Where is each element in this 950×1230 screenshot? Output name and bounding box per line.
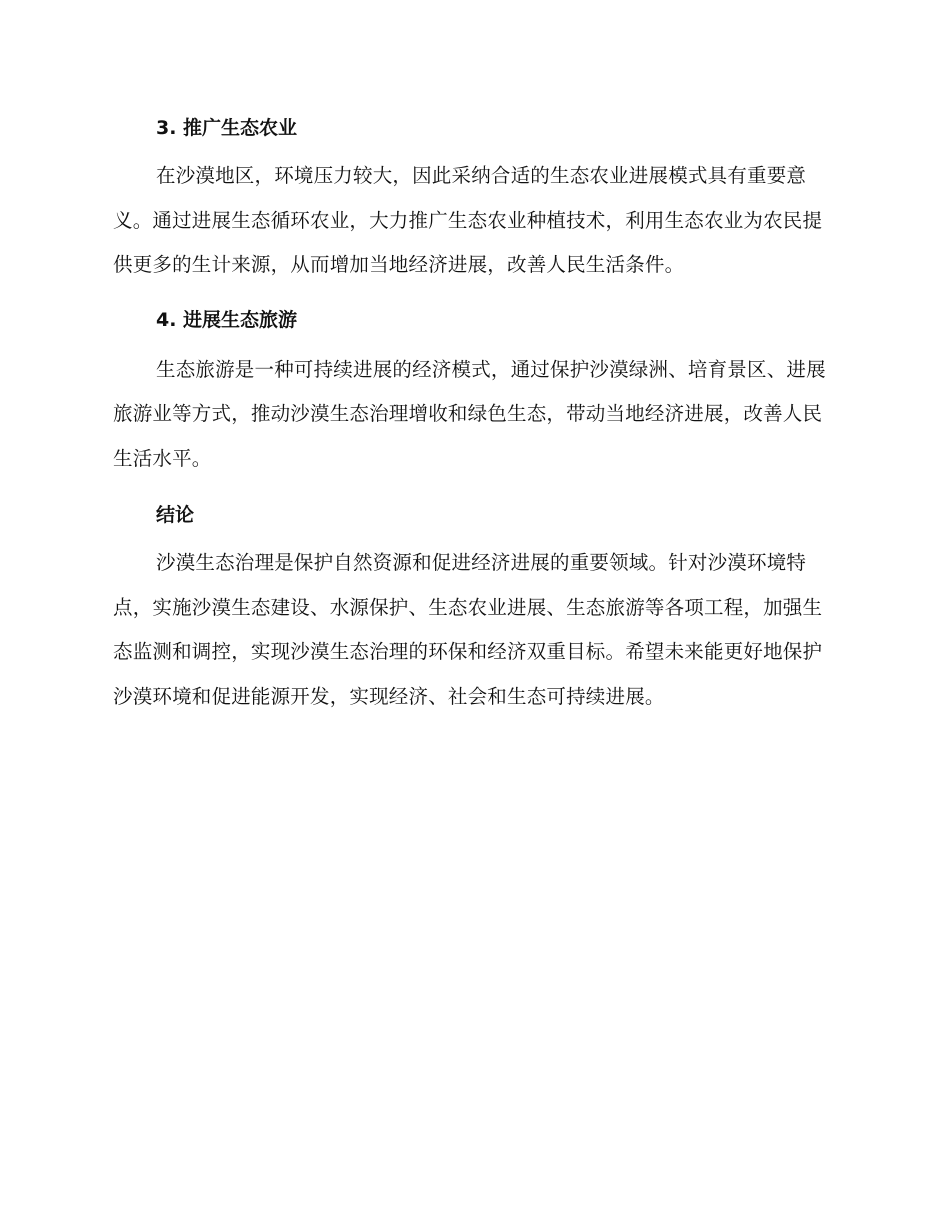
document-body [113,112,831,719]
section-heading-conclusion: 结论 [156,504,195,526]
section-paragraph-conclusion: 沙漠生态治理是保护自然资源和促进经济进展的重要领域。针对沙漠环境特点，实施沙漠生态建设、水源保护、生态农业进展、生态旅游等各项工程，加强生态监测和调控，实现沙漠生态治理的环保和经济双重目标。希望未来能更好地保护沙漠环境和促进能源开发，实现经济、社会和生态可持续进展。 [113,551,823,708]
section-heading-eco-agriculture: 3. 推广生态农业 [156,117,298,139]
section-paragraph-eco-tourism: 生态旅游是一种可持续进展的经济模式，通过保护沙漠绿洲、培育景区、进展旅游业等方式，推动沙漠生态治理增收和绿色生态，带动当地经济进展，改善人民生活水平。 [113,357,826,470]
section-paragraph-eco-agriculture: 在沙漠地区，环境压力较大，因此采纳合适的生态农业进展模式具有重要意义。通过进展生态循环农业，大力推广生态农业种植技术，利用生态农业为农民提供更多的生计来源，从而增加当地经济进展，改善人民生活条件。 [113,164,823,276]
section-heading-eco-tourism: 4. 进展生态旅游 [156,308,298,331]
